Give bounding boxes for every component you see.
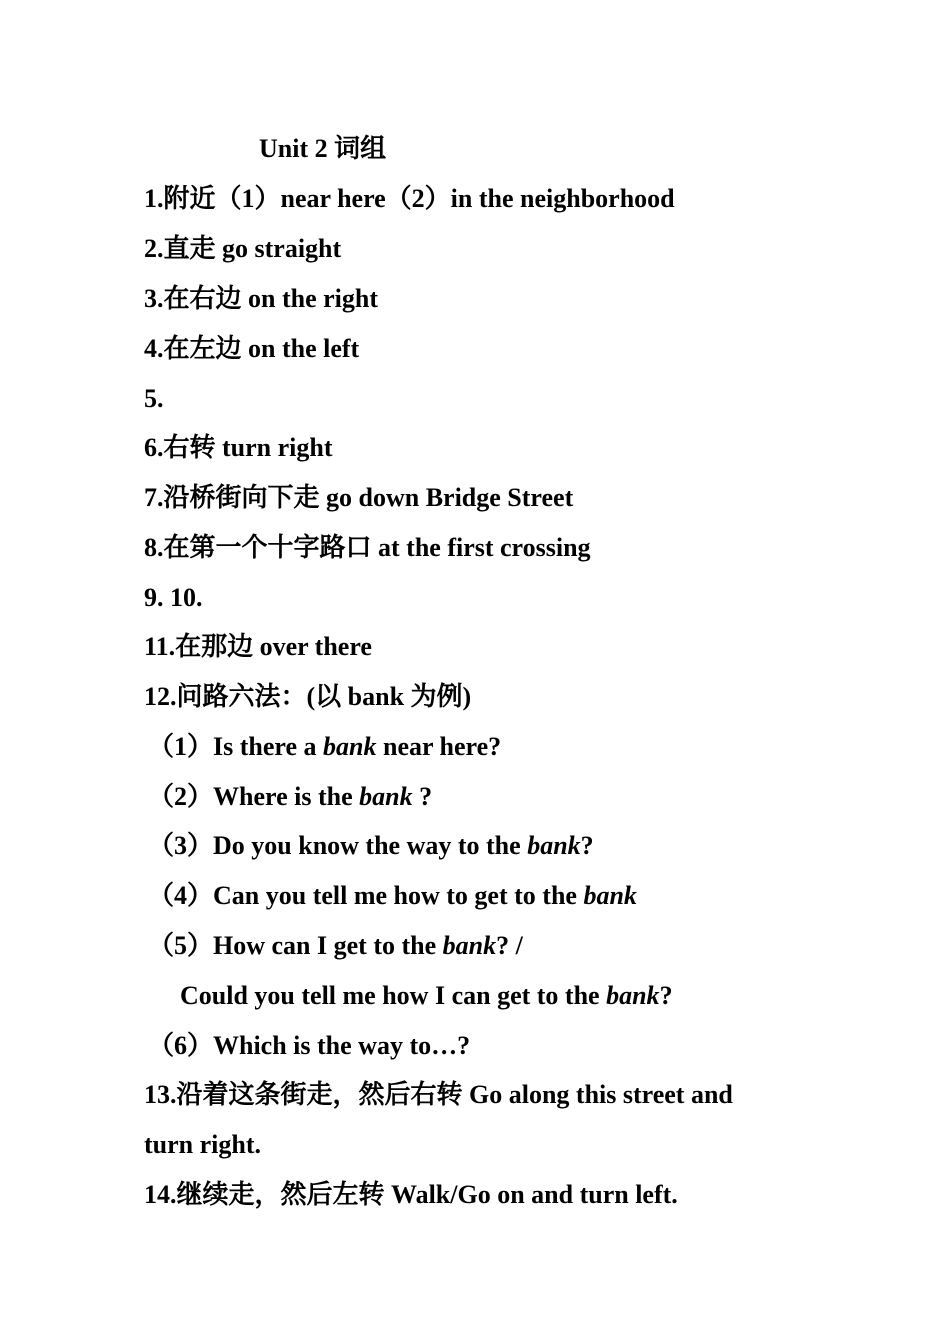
asking-way-5-alt bbox=[180, 971, 673, 1021]
asking-way-4 bbox=[148, 871, 637, 921]
asking-way-5-text: （5）How can I get to the bbox=[148, 931, 443, 960]
phrase-item-1: 1.附近（1）near here（2）in the neighborhood bbox=[144, 184, 675, 213]
phrase-item-4: 4.在左边 on the left bbox=[144, 334, 360, 363]
phrase-item-5: 5. bbox=[144, 384, 164, 413]
phrase-item-6: 6.右转 turn right bbox=[144, 433, 333, 462]
asking-way-3-place: bank bbox=[527, 831, 581, 860]
document-title: Unit 2 词组 bbox=[259, 134, 387, 163]
asking-way-2-text: （2）Where is the bbox=[148, 782, 360, 811]
asking-way-5-end: ? / bbox=[496, 931, 523, 960]
asking-way-1-place: bank bbox=[323, 732, 377, 761]
asking-way-1-text: （1）Is there a bbox=[148, 732, 324, 761]
phrase-item-14: 14.继续走，然后左转 Walk/Go on and turn left. bbox=[144, 1180, 678, 1209]
asking-way-2 bbox=[148, 772, 432, 822]
asking-way-4-text: （4）Can you tell me how to get to the bbox=[148, 881, 584, 910]
asking-way-3-end: ? bbox=[580, 831, 594, 860]
asking-way-5-alt-end: ? bbox=[659, 981, 673, 1010]
phrase-item-2: 2.直走 go straight bbox=[144, 234, 342, 263]
asking-way-5-place: bank bbox=[442, 931, 497, 960]
asking-way-5-alt-text: Could you tell me how I can get to the bbox=[180, 981, 607, 1010]
phrase-item-13-continued: turn right. bbox=[144, 1130, 261, 1159]
asking-way-4-place: bank bbox=[583, 881, 637, 910]
asking-way-5 bbox=[148, 921, 523, 971]
phrase-item-11: 11.在那边 over there bbox=[144, 632, 372, 661]
phrase-item-8: 8.在第一个十字路口 at the first crossing bbox=[144, 533, 591, 562]
asking-way-2-end: ? bbox=[412, 782, 433, 811]
phrase-item-13: 13.沿着这条街走，然后右转 Go along this street and bbox=[144, 1080, 733, 1109]
asking-way-3-text: （3）Do you know the way to the bbox=[148, 831, 528, 860]
asking-way-1 bbox=[148, 722, 501, 772]
asking-way-5-alt-place: bank bbox=[606, 981, 660, 1010]
asking-way-1-end: near here? bbox=[376, 732, 502, 761]
phrase-item-12: 12.问路六法：(以 bank 为例) bbox=[144, 682, 472, 711]
phrase-item-7: 7.沿桥街向下走 go down Bridge Street bbox=[144, 483, 574, 512]
phrase-item-9-10: 9. 10. bbox=[144, 583, 203, 612]
asking-way-6: （6）Which is the way to…? bbox=[148, 1031, 471, 1060]
asking-way-3 bbox=[148, 821, 594, 871]
asking-way-2-place: bank bbox=[359, 782, 413, 811]
phrase-item-3: 3.在右边 on the right bbox=[144, 284, 379, 313]
